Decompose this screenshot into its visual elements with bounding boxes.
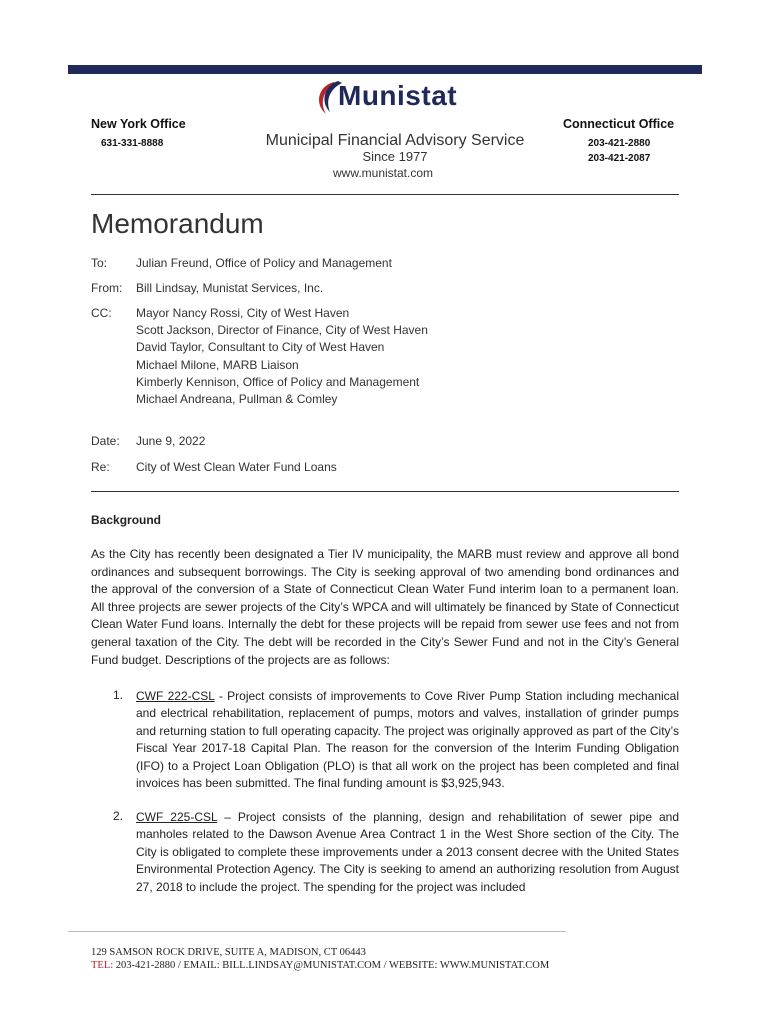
website-link[interactable]: www.munistat.com [332, 166, 434, 180]
footer-divider [68, 931, 566, 932]
memo-divider [91, 491, 679, 492]
logo-text: Munistat [338, 80, 458, 111]
project-code: CWF 222-CSL [136, 689, 215, 703]
ct-office-phone-1: 203-421-2880 [588, 138, 651, 149]
tagline: Municipal Financial Advisory Service [265, 132, 525, 149]
project-description: - Project consists of improvements to Cove River Pump Station including mechanical and electrical rehabilitation, replacement of pumps, motors and valves, installation of grinder pumps and returning station to full operating capacity. The project was originally approved as part of the City’s Fiscal Year 2017-18 Capital Plan. The reason for the conversion of the Interim Funding Obligation (IFO) to a Project Loan Obligation (PLO) is that all work on the project has been completed and final invoices has been submitted. The final funding amount is $3,925,943. [136, 689, 680, 791]
cc-recipient: Michael Milone, MARB Liaison [136, 357, 299, 372]
from-value: Bill Lindsay, Munistat Services, Inc. [136, 281, 324, 295]
list-item-number: 1. [113, 688, 124, 702]
footer-address: 129 SAMSON ROCK DRIVE, SUITE A, MADISON, CT 06443 [91, 947, 366, 958]
date-value: June 9, 2022 [136, 434, 206, 448]
section-heading: Background [91, 513, 162, 527]
list-item [136, 688, 679, 792]
cc-list [136, 305, 428, 408]
cc-recipient: Mayor Nancy Rossi, City of West Haven [136, 306, 350, 320]
tel-label: TEL: [91, 960, 114, 971]
contact-details: 203-421-2880 / EMAIL: BILL.LINDSAY@MUNISTAT.COM / WEBSITE: WWW.MUNISTAT.COM [113, 960, 550, 971]
date-label: Date: [91, 434, 120, 448]
since-year: Since 1977 [362, 149, 428, 164]
ny-office-phone: 631-331-8888 [101, 138, 164, 149]
cc-recipient: Michael Andreana, Pullman & Comley [136, 392, 338, 407]
memo-title: Memorandum [91, 208, 264, 239]
cc-label: CC: [91, 306, 112, 320]
intro-paragraph: As the City has recently been designated a Tier IV municipality, the MARB must review and approve all bond ordinances and subsequent borrowings. The City is seeking approval of two amending bond ordinances and the approval of the conversion of a State of Connecticut Clean Water Fund interim loan to a permanent loan. All three projects are sewer projects of the City’s WPCA and will ultimately be financed by State of Connecticut Clean Water Fund loans. Internally the debt for these projects will be repaid from sewer use fees and not from general taxation of the City. The debt will be recorded in the City’s Sewer Fund and not in the City’s General Fund budget. Descriptions of the projects are as follows: [91, 547, 679, 667]
cc-recipient: Scott Jackson, Director of Finance, City of West Haven [136, 323, 428, 338]
ct-office-label: Connecticut Office [563, 117, 675, 131]
from-label: From: [91, 281, 123, 295]
cc-recipient: David Taylor, Consultant to City of West Haven [136, 340, 385, 355]
header-top-bar [68, 65, 702, 74]
project-description: – Project consists of the planning, design and rehabilitation of sewer pipe and manholes related to the Dawson Avenue Area Contract 1 in the West Shore section of the City. The City is obligated to complete these improvements under a 2013 consent decree with the United States Environmental Protection Agency. The City is seeking to amend an authorizing resolution from August 27, 2018 to include the project. The spending for the project was included [136, 810, 680, 894]
re-value: City of West Clean Water Fund Loans [136, 460, 337, 474]
to-value: Julian Freund, Office of Policy and Management [136, 256, 392, 270]
list-item-number: 2. [113, 809, 124, 823]
project-code: CWF 225-CSL [136, 810, 218, 824]
header-divider [91, 194, 679, 195]
footer-contact [91, 960, 549, 971]
list-item [136, 809, 679, 896]
cc-recipient: Kimberly Kennison, Office of Policy and Management [136, 374, 420, 389]
ct-office-phone-2: 203-421-2087 [588, 153, 651, 164]
to-label: To: [91, 256, 108, 270]
ny-office-label: New York Office [91, 117, 186, 131]
re-label: Re: [91, 460, 110, 474]
